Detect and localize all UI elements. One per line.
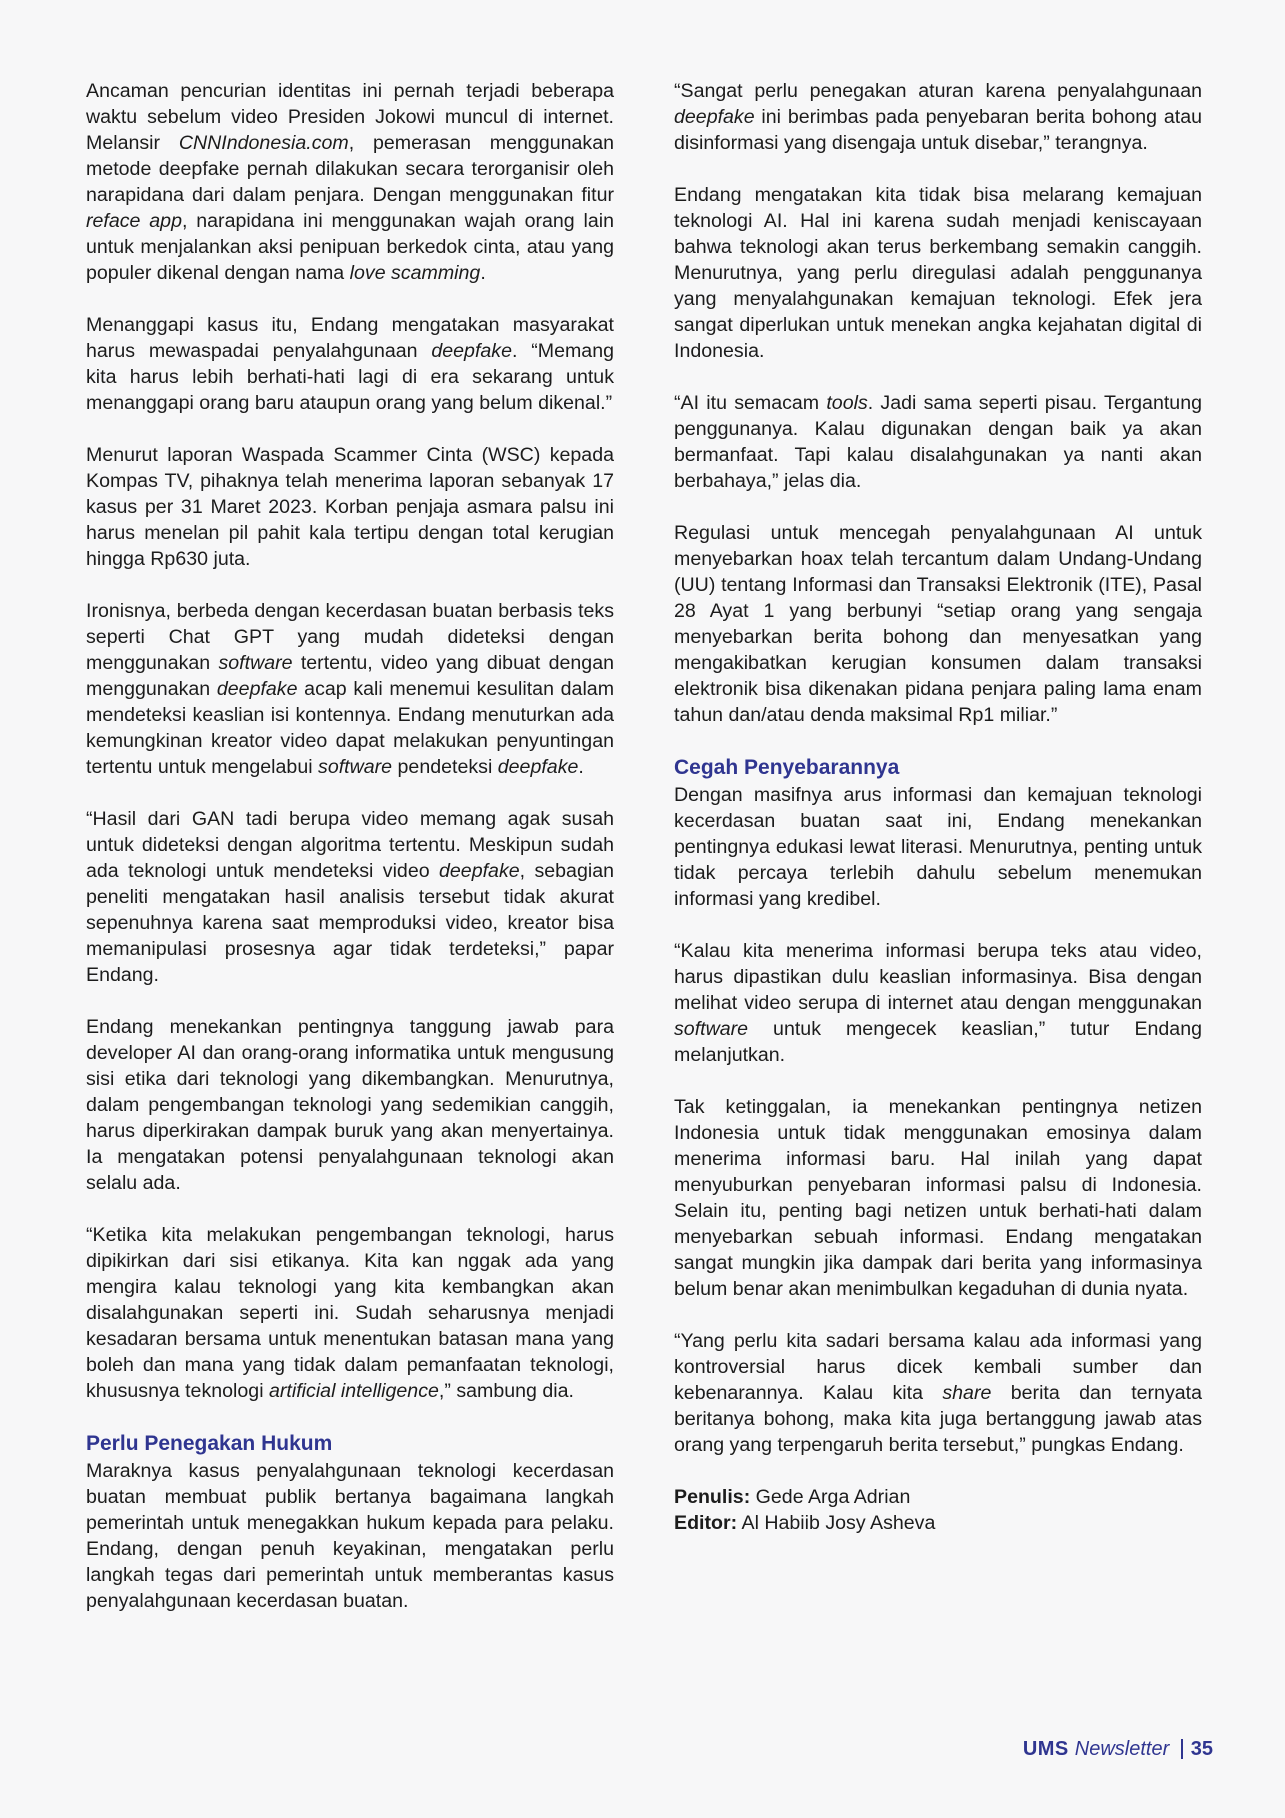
right-column	[674, 78, 1202, 1536]
paragraph: “Sangat perlu penegakan aturan karena penyalahgunaan deepfake ini berimbas pada penyebaran berita bohong atau disinformasi yang disengaja untuk disebar,” terangnya.	[674, 80, 1202, 154]
credits	[674, 1484, 1202, 1536]
writer-credit: Penulis: Gede Arga Adrian	[674, 1486, 911, 1508]
footer-divider	[1181, 1739, 1183, 1759]
paragraph: “Ketika kita melakukan pengembangan teknologi, harus dipikirkan dari sisi etikanya. Kita kan nggak ada yang mengira kalau teknologi yang kita kembangkan akan disalahgunakan seperti ini. Sudah seharusnya menjadi kesadaran bersama untuk menentukan batasan mana yang boleh dan mana yang tidak dalam pemanfaatan teknologi, khususnya teknologi artificial intelligence,” sambung dia.	[86, 1224, 614, 1402]
paragraph: Menurut laporan Waspada Scammer Cinta (WSC) kepada Kompas TV, pihaknya telah menerima laporan sebanyak 17 kasus per 31 Maret 2023. Korban penjaja asmara palsu ini harus menelan pil pahit kala tertipu dengan total kerugian hingga Rp630 juta.	[86, 444, 614, 570]
paragraph: “Yang perlu kita sadari bersama kalau ada informasi yang kontroversial harus dicek kembali sumber dan kebenarannya. Kalau kita share berita dan ternyata beritanya bohong, maka kita juga bertanggung jawab atas orang yang terpengaruh berita tersebut,” pungkas Endang.	[674, 1330, 1202, 1456]
footer-newsletter: Newsletter	[1074, 1738, 1170, 1760]
page-number: 35	[1190, 1738, 1213, 1760]
paragraph: “Hasil dari GAN tadi berupa video memang agak susah untuk dideteksi dengan algoritma tertentu. Meskipun sudah ada teknologi untuk mendeteksi video deepfake, sebagian peneliti mengatakan hasil analisis tersebut tidak akurat sepenuhnya karena saat memproduksi video, kreator bisa memanipulasi prosesnya agar tidak terdeteksi,” papar Endang.	[86, 808, 614, 986]
paragraph: Maraknya kasus penyalahgunaan teknologi kecerdasan buatan membuat publik bertanya bagaimana langkah pemerintah untuk menegakkan hukum kepada para pelaku. Endang, dengan penuh keyakinan, mengatakan perlu langkah tegas dari pemerintah untuk memberantas kasus penyalahgunaan kecerdasan buatan.	[86, 1460, 614, 1612]
paragraph: Endang menekankan pentingnya tanggung jawab para developer AI dan orang-orang informatika untuk mengusung sisi etika dari teknologi yang dikembangkan. Menurutnya, dalam pengembangan teknologi yang sedemikian canggih, harus diperkirakan dampak buruk yang akan menyertainya. Ia mengatakan potensi penyalahgunaan teknologi akan selalu ada.	[86, 1016, 614, 1194]
paragraph: Ancaman pencurian identitas ini pernah terjadi beberapa waktu sebelum video Presiden Jokowi muncul di internet. Melansir CNNIndonesia.com, pemerasan menggunakan metode deepfake pernah dilakukan secara terorganisir oleh narapidana dari dalam penjara. Dengan menggunakan fitur reface app, narapidana ini menggunakan wajah orang lain untuk menjalankan aksi penipuan berkedok cinta, atau yang populer dikenal dengan nama love scamming.	[86, 80, 615, 284]
paragraph: Ironisnya, berbeda dengan kecerdasan buatan berbasis teks seperti Chat GPT yang mudah dideteksi dengan menggunakan software tertentu, video yang dibuat dengan menggunakan deepfake acap kali menemui kesulitan dalam mendeteksi keaslian isi kontennya. Endang menuturkan ada kemungkinan kreator video dapat melakukan penyuntingan tertentu untuk mengelabui software pendeteksi deepfake.	[86, 600, 615, 778]
editor-credit: Editor: Al Habiib Josy Asheva	[674, 1512, 936, 1534]
page-footer	[1023, 1736, 1213, 1762]
section-heading: Perlu Penegakan Hukum	[86, 1432, 333, 1455]
paragraph: “Kalau kita menerima informasi berupa teks atau video, harus dipastikan dulu keaslian informasinya. Bisa dengan melihat video serupa di internet atau dengan menggunakan software untuk mengecek keaslian,” tutur Endang melanjutkan.	[674, 940, 1202, 1066]
section-heading: Cegah Penyebarannya	[674, 756, 900, 779]
paragraph: Endang mengatakan kita tidak bisa melarang kemajuan teknologi AI. Hal ini karena sudah menjadi keniscayaan bahwa teknologi akan terus berkembang semakin canggih. Menurutnya, yang perlu diregulasi adalah penggunanya yang menyalahgunakan kemajuan teknologi. Efek jera sangat diperlukan untuk menekan angka kejahatan digital di Indonesia.	[674, 184, 1202, 362]
footer-brand: UMS	[1022, 1738, 1069, 1760]
paragraph: Menanggapi kasus itu, Endang mengatakan masyarakat harus mewaspadai penyalahgunaan deepfake. “Memang kita harus lebih berhati-hati lagi di era sekarang untuk menanggapi orang baru ataupun orang yang belum dikenal.”	[86, 314, 614, 414]
left-column	[86, 78, 614, 1614]
paragraph: Dengan masifnya arus informasi dan kemajuan teknologi kecerdasan buatan saat ini, Endang menekankan pentingnya edukasi lewat literasi. Menurutnya, penting untuk tidak percaya terlebih dahulu sebelum menemukan informasi yang kredibel.	[674, 784, 1202, 910]
paragraph: Tak ketinggalan, ia menekankan pentingnya netizen Indonesia untuk tidak menggunakan emosinya dalam menerima informasi baru. Hal inilah yang dapat menyuburkan penyebaran informasi palsu di Indonesia. Selain itu, penting bagi netizen untuk berhati-hati dalam menyebarkan sebuah informasi. Endang mengatakan sangat mungkin jika dampak dari berita yang informasinya belum benar akan menimbulkan kegaduhan di dunia nyata.	[674, 1096, 1202, 1300]
paragraph: Regulasi untuk mencegah penyalahgunaan AI untuk menyebarkan hoax telah tercantum dalam Undang-Undang (UU) tentang Informasi dan Transaksi Elektronik (ITE), Pasal 28 Ayat 1 yang berbunyi “setiap orang yang sengaja menyebarkan berita bohong dan menyesatkan yang mengakibatkan kerugian konsumen dalam transaksi elektronik bisa dikenakan pidana penjara paling lama enam tahun dan/atau denda maksimal Rp1 miliar.”	[674, 522, 1202, 726]
paragraph: “AI itu semacam tools. Jadi sama seperti pisau. Tergantung penggunanya. Kalau digunakan dengan baik ya akan bermanfaat. Tapi kalau disalahgunakan ya nanti akan berbahaya,” jelas dia.	[674, 392, 1202, 492]
